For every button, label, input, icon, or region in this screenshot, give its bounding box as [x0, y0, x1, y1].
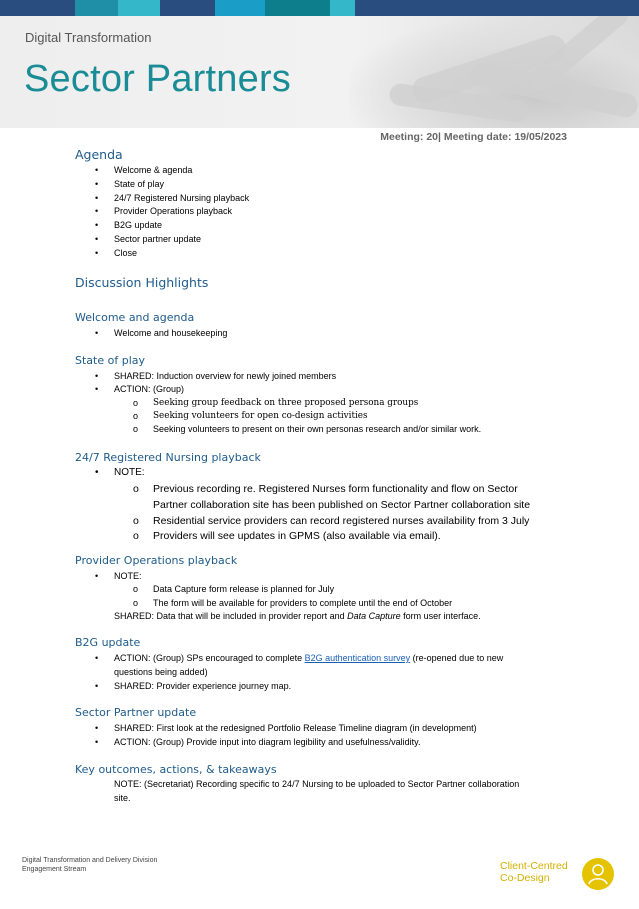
color-segment [215, 0, 265, 16]
color-segment [0, 0, 75, 16]
nursing-heading: 24/7 Registered Nursing playback [75, 451, 261, 464]
discussion-heading: Discussion Highlights [75, 275, 209, 290]
outcomes-note-line: site. [114, 793, 131, 803]
welcome-heading: Welcome and agenda [75, 311, 195, 324]
footer-division-line: Digital Transformation and Delivery Division [22, 857, 158, 864]
provider-heading: Provider Operations playback [75, 554, 238, 567]
color-segment [355, 0, 639, 16]
outcomes-heading: Key outcomes, actions, & takeaways [75, 763, 277, 776]
state-heading: State of play [75, 354, 146, 367]
b2g-survey-link[interactable]: B2G authentication survey [304, 653, 411, 663]
agenda-heading: Agenda [75, 147, 123, 162]
color-segment [118, 0, 160, 16]
footer-program-line: Client-Centred [500, 860, 568, 872]
hands-together-photo [349, 16, 639, 128]
color-segment [75, 0, 118, 16]
meeting-info: Meeting: 20| Meeting date: 19/05/2023 [380, 131, 567, 143]
sector-heading: Sector Partner update [75, 706, 197, 719]
color-segment [265, 0, 330, 16]
footer-program-line: Co-Design [500, 872, 550, 884]
color-segment [330, 0, 355, 16]
top-color-bar [0, 0, 639, 16]
provider-shared-line: SHARED: Data that will be included in provider report and Data Capture form user interface. [114, 611, 481, 621]
header-banner [0, 16, 639, 128]
footer-stream-line: Engagement Stream [22, 866, 87, 873]
outcomes-note-line: NOTE: (Secretariat) Recording specific to 24/7 Nursing to be uploaded to Sector Partner collaboration [114, 779, 520, 789]
b2g-heading: B2G update [75, 636, 141, 649]
color-segment [160, 0, 215, 16]
page-title: Sector Partners [24, 58, 291, 100]
footer-division [22, 856, 157, 874]
header-kicker: Digital Transformation [25, 30, 152, 45]
sub-list-item-continuation: Partner collaboration site has been published on Sector Partner collaboration site [153, 499, 531, 511]
footer-program [500, 860, 568, 884]
list-item-continuation: questions being added) [114, 667, 208, 677]
person-badge-icon [582, 858, 614, 890]
